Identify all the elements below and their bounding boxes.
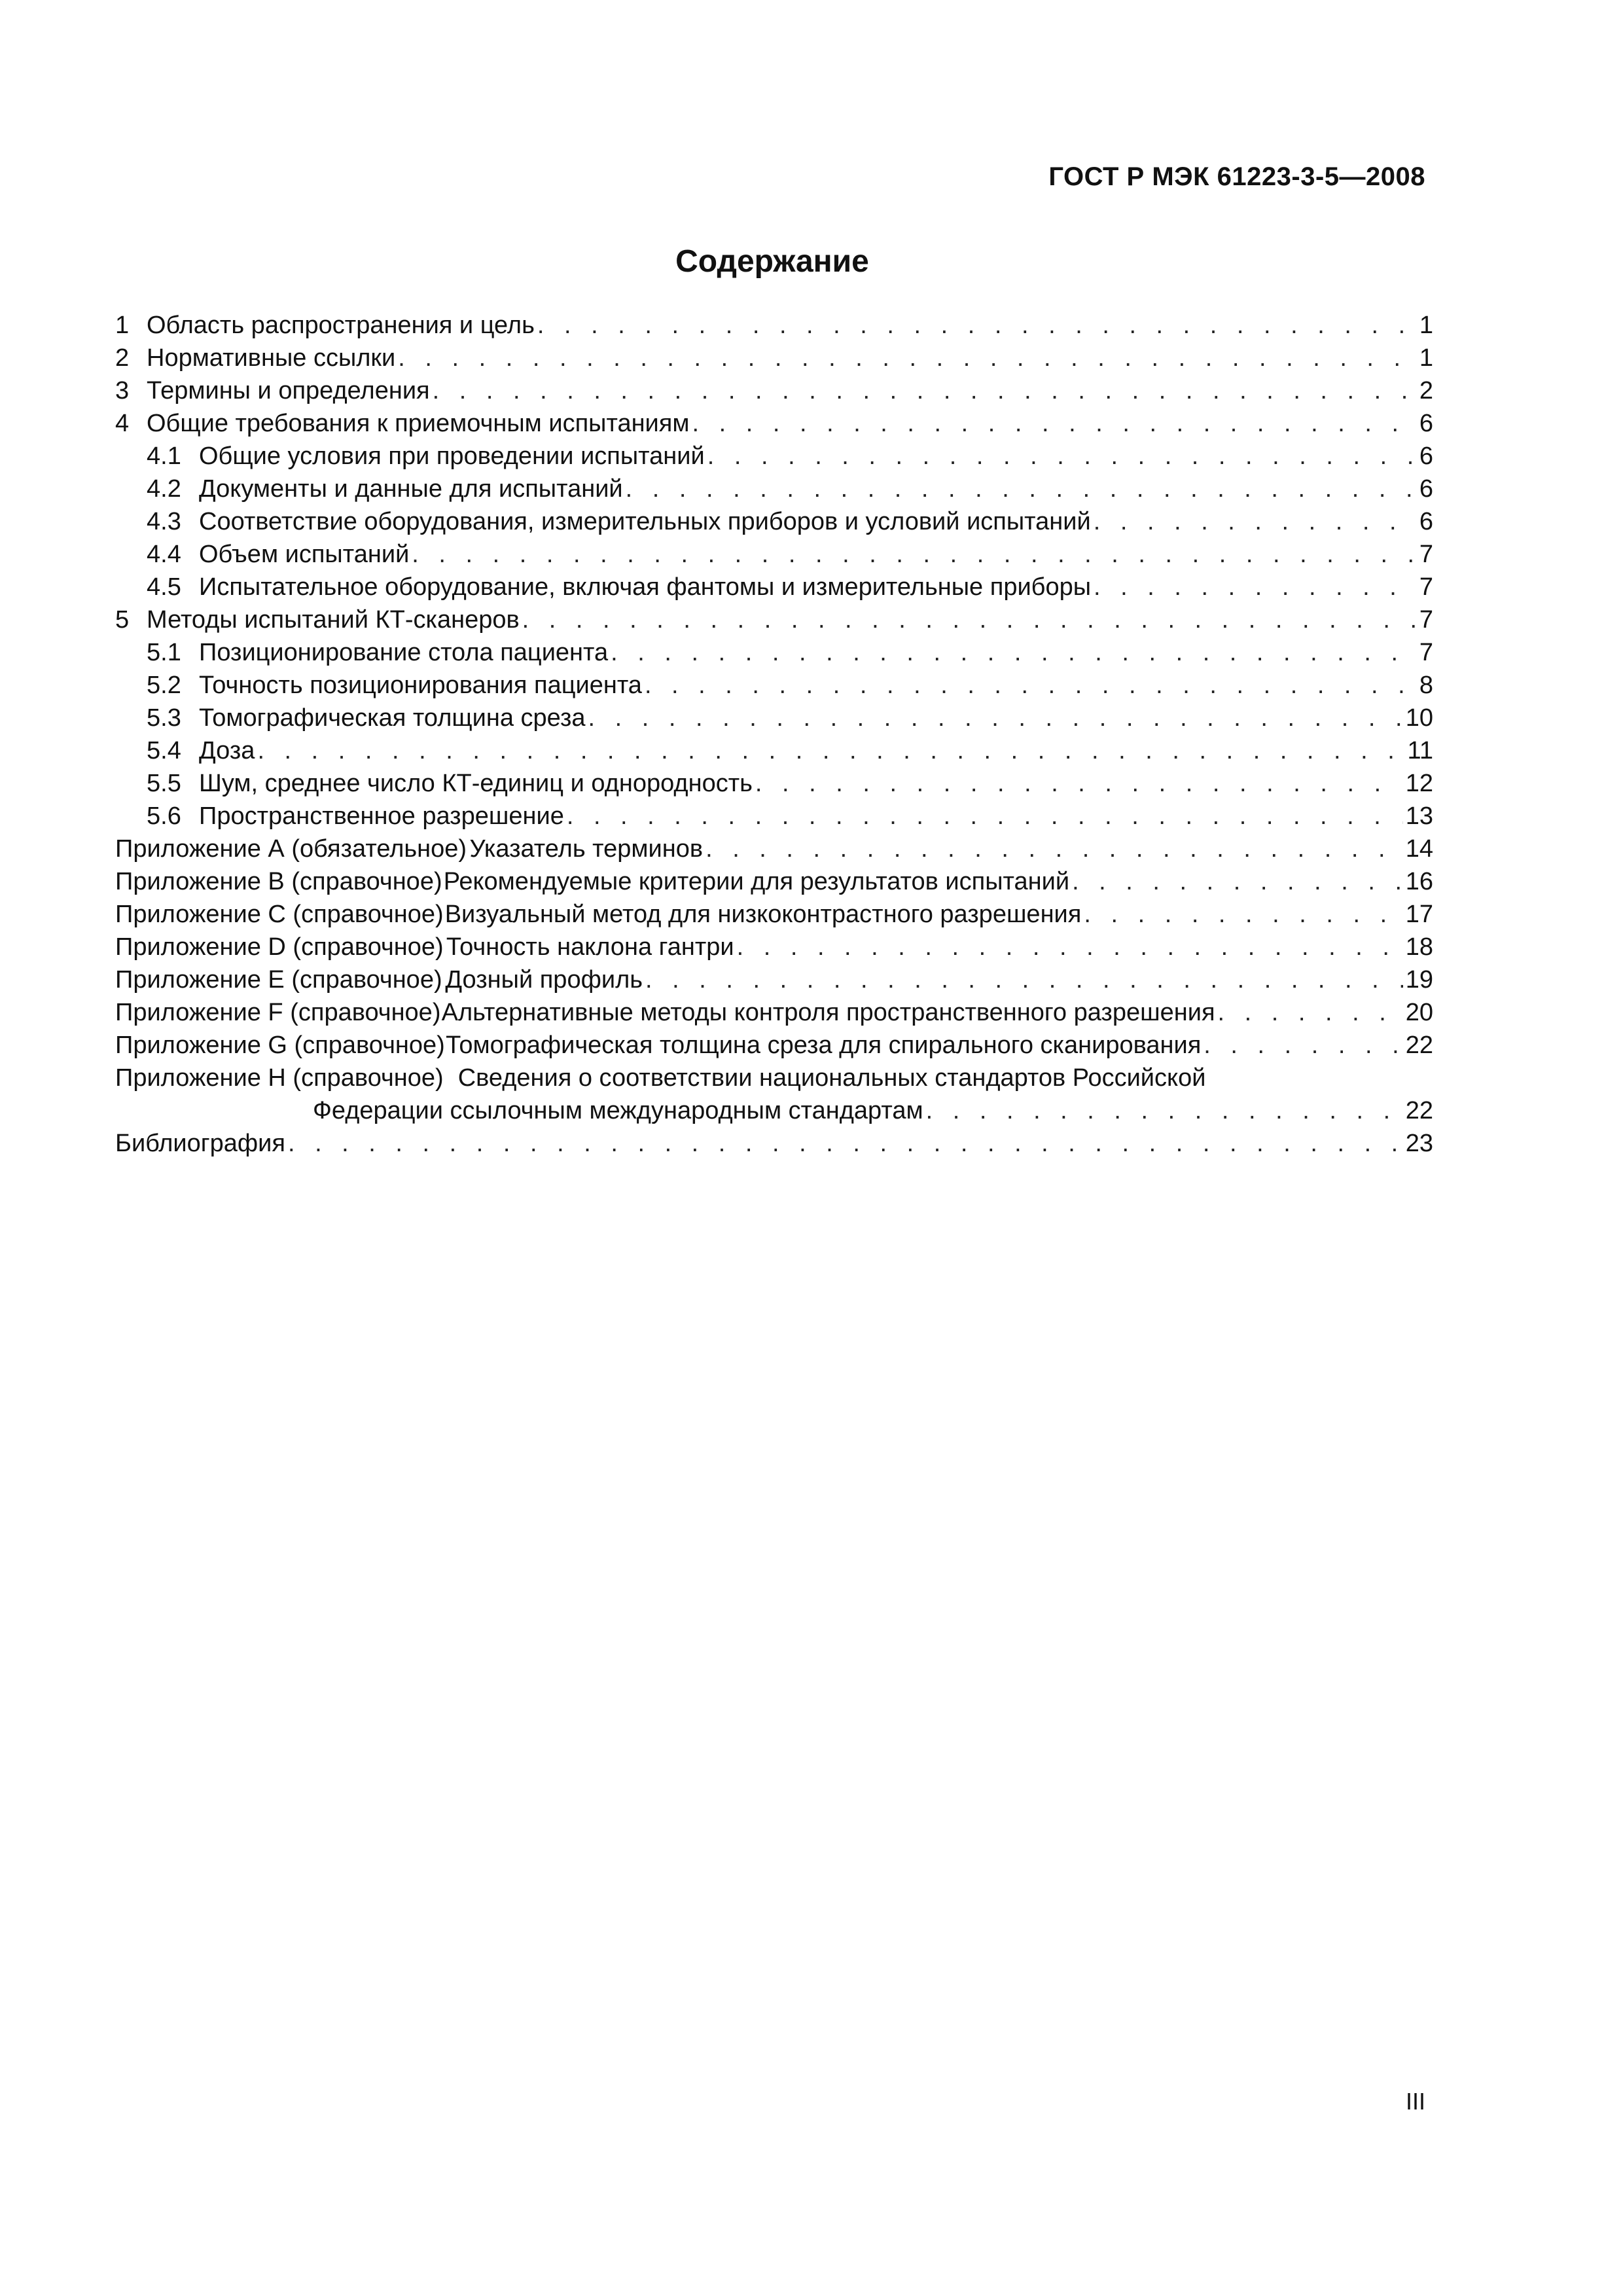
toc-subentry[interactable] bbox=[115, 767, 1433, 800]
toc-entry[interactable] bbox=[115, 374, 1433, 407]
standard-designation: ГОСТ Р МЭК 61223-3-5—2008 bbox=[1048, 162, 1425, 191]
toc-entry-page: 1 bbox=[1419, 312, 1433, 339]
toc-annex-entry[interactable] bbox=[115, 1029, 1433, 1062]
toc-entry-page: 7 bbox=[1419, 573, 1433, 601]
toc-entry-label: Документы и данные для испытаний bbox=[199, 475, 623, 503]
toc-entry-page: 22 bbox=[1405, 1031, 1433, 1059]
toc-subentry[interactable] bbox=[115, 473, 1433, 505]
toc-entry-label: Доза bbox=[199, 737, 255, 764]
toc-subentry[interactable] bbox=[115, 505, 1433, 538]
toc-entry-number: 5.1 bbox=[147, 639, 181, 666]
toc-leader-dots bbox=[645, 963, 1403, 996]
toc-annex-entry[interactable] bbox=[115, 1062, 1433, 1094]
toc-entry-number: 3 bbox=[115, 377, 130, 404]
toc-entry-page: 20 bbox=[1405, 999, 1433, 1026]
toc-entry-number: 4.2 bbox=[147, 475, 181, 503]
toc-annex-entry-continuation[interactable] bbox=[115, 1094, 1433, 1127]
toc-leader-dots bbox=[257, 734, 1404, 767]
toc-entry-number: 1 bbox=[115, 312, 130, 339]
toc-entry-number: 4 bbox=[115, 410, 130, 437]
toc-entry-number: 4.5 bbox=[147, 573, 181, 601]
toc-entry-page: 16 bbox=[1405, 868, 1433, 895]
toc-subentry[interactable] bbox=[115, 702, 1433, 734]
toc-annex-entry[interactable] bbox=[115, 963, 1433, 996]
toc-leader-dots bbox=[755, 767, 1403, 800]
toc-entry-label: Термины и определения bbox=[147, 377, 430, 404]
toc-leader-dots bbox=[1218, 996, 1403, 1029]
toc-leader-dots bbox=[737, 931, 1403, 963]
toc-entry-page: 23 bbox=[1405, 1130, 1433, 1157]
toc-entry-page: 7 bbox=[1419, 639, 1433, 666]
toc-entry-page: 12 bbox=[1405, 770, 1433, 797]
toc-entry-number: 4.1 bbox=[147, 442, 181, 470]
toc-entry[interactable] bbox=[115, 407, 1433, 440]
toc-entry-label: Томографическая толщина среза для спирального сканирования bbox=[446, 1031, 1202, 1059]
toc-leader-dots bbox=[1072, 865, 1403, 898]
toc-entry-label: Шум, среднее число КТ-единиц и однородность bbox=[199, 770, 753, 797]
toc-entry-number: 4.4 bbox=[147, 541, 181, 568]
toc-entry-page: 1 bbox=[1419, 344, 1433, 372]
toc-entry-number: 5.4 bbox=[147, 737, 181, 764]
toc-entry-label: Указатель терминов bbox=[469, 835, 704, 863]
toc-subentry[interactable] bbox=[115, 571, 1433, 603]
toc-entry-page: 6 bbox=[1419, 508, 1433, 535]
toc-entry-label: Библиография bbox=[115, 1130, 285, 1157]
toc-entry-page: 10 bbox=[1405, 704, 1433, 732]
toc-entry-label: Рекомендуемые критерии для результатов испытаний bbox=[443, 868, 1070, 895]
toc-entry-number: 5.3 bbox=[147, 704, 181, 732]
toc-entry-page: 18 bbox=[1405, 933, 1433, 961]
toc-subentry[interactable] bbox=[115, 636, 1433, 669]
toc-leader-dots bbox=[398, 342, 1417, 374]
toc-subentry[interactable] bbox=[115, 734, 1433, 767]
toc-entry-page: 13 bbox=[1405, 802, 1433, 830]
toc-subentry[interactable] bbox=[115, 440, 1433, 473]
toc-entry-label: Область распространения и цель bbox=[147, 312, 535, 339]
toc-subentry[interactable] bbox=[115, 669, 1433, 702]
toc-entry-label: Объем испытаний bbox=[199, 541, 410, 568]
toc-entry-number: 5.6 bbox=[147, 802, 181, 830]
toc-entry-page: 17 bbox=[1405, 901, 1433, 928]
toc-annex-designation: Приложение F (справочное) bbox=[115, 999, 441, 1026]
toc-leader-dots bbox=[1094, 505, 1417, 538]
toc-annex-entry[interactable] bbox=[115, 865, 1433, 898]
toc-annex-entry[interactable] bbox=[115, 833, 1433, 865]
toc-annex-entry[interactable] bbox=[115, 898, 1433, 931]
toc-annex-designation: Приложение В (справочное) bbox=[115, 868, 442, 895]
toc-leader-dots bbox=[705, 833, 1403, 865]
toc-entry-label: Нормативные ссылки bbox=[147, 344, 396, 372]
toc-entry-page: 11 bbox=[1407, 737, 1433, 764]
toc-entry-label: Соответствие оборудования, измерительных приборов и условий испытаний bbox=[199, 508, 1091, 535]
page-number: III bbox=[1405, 2088, 1425, 2115]
toc-entry-page: 8 bbox=[1419, 672, 1433, 699]
toc-entry-page: 7 bbox=[1419, 541, 1433, 568]
toc-leader-dots bbox=[626, 473, 1417, 505]
toc-entry-label: Альтернативные методы контроля пространственного разрешения bbox=[441, 999, 1215, 1026]
toc-entry-label: Пространственное разрешение bbox=[199, 802, 564, 830]
toc-entry-page: 2 bbox=[1419, 377, 1433, 404]
toc-entry-label: Визуальный метод для низкоконтрастного разрешения bbox=[444, 901, 1082, 928]
toc-leader-dots bbox=[588, 702, 1403, 734]
toc-entry-number: 4.3 bbox=[147, 508, 181, 535]
toc-entry-label: Дозный профиль bbox=[445, 966, 643, 994]
toc-entry[interactable] bbox=[115, 342, 1433, 374]
toc-leader-dots bbox=[707, 440, 1417, 473]
toc-entry-page: 22 bbox=[1405, 1097, 1433, 1124]
toc-leader-dots bbox=[1084, 898, 1402, 931]
toc-leader-dots bbox=[926, 1094, 1403, 1127]
toc-entry-page: 7 bbox=[1419, 606, 1433, 634]
toc-annex-designation: Приложение Е (справочное) bbox=[115, 966, 442, 994]
toc-leader-dots bbox=[433, 374, 1417, 407]
toc-leader-dots bbox=[1204, 1029, 1402, 1062]
toc-entry-number: 2 bbox=[115, 344, 130, 372]
toc-leader-dots bbox=[537, 309, 1417, 342]
toc-subentry[interactable] bbox=[115, 800, 1433, 833]
toc-entry-label: Точность наклона гантри bbox=[446, 933, 734, 961]
toc-entry-page: 14 bbox=[1405, 835, 1433, 863]
toc-entry-page: 19 bbox=[1405, 966, 1433, 994]
toc-entry[interactable] bbox=[115, 309, 1433, 342]
toc-annex-entry[interactable] bbox=[115, 931, 1433, 963]
toc-entry-label: Испытательное оборудование, включая фантомы и измерительные приборы bbox=[199, 573, 1092, 601]
toc-annex-designation: Приложение D (справочное) bbox=[115, 933, 444, 961]
toc-leader-dots bbox=[692, 407, 1417, 440]
toc-leader-dots bbox=[1094, 571, 1417, 603]
toc-entry-label: Общие требования к приемочным испытаниям bbox=[147, 410, 690, 437]
toc-leader-dots bbox=[611, 636, 1417, 669]
toc-entry[interactable] bbox=[115, 603, 1433, 636]
toc-leader-dots bbox=[645, 669, 1417, 702]
page-title: Содержание bbox=[675, 244, 869, 279]
toc-entry-page: 6 bbox=[1419, 475, 1433, 503]
toc-leader-dots bbox=[288, 1127, 1403, 1160]
toc-annex-designation: Приложение Н (справочное) bbox=[115, 1064, 444, 1092]
toc-leader-dots bbox=[412, 538, 1417, 571]
toc-entry-label: Точность позиционирования пациента bbox=[199, 672, 642, 699]
toc-entry-label: Методы испытаний КТ-сканеров bbox=[147, 606, 520, 634]
toc-entry-page: 6 bbox=[1419, 442, 1433, 470]
toc-annex-designation: Приложение G (справочное) bbox=[115, 1031, 445, 1059]
toc-entry-label-continuation: Федерации ссылочным международным стандартам bbox=[313, 1097, 923, 1124]
toc-entry-label: Сведения о соответствии национальных стандартов Российской bbox=[457, 1064, 1206, 1092]
toc-entry-number: 5.2 bbox=[147, 672, 181, 699]
toc-annex-entry[interactable] bbox=[115, 996, 1433, 1029]
toc-annex-designation: Приложение С (справочное) bbox=[115, 901, 444, 928]
toc-entry-label: Общие условия при проведении испытаний bbox=[199, 442, 705, 470]
toc-entry-number: 5.5 bbox=[147, 770, 181, 797]
toc-bibliography-entry[interactable] bbox=[115, 1127, 1433, 1160]
toc-annex-designation: Приложение А (обязательное) bbox=[115, 835, 467, 863]
toc-entry-number: 5 bbox=[115, 606, 130, 634]
toc-leader-dots bbox=[522, 603, 1417, 636]
toc-subentry[interactable] bbox=[115, 538, 1433, 571]
toc-entry-label: Томографическая толщина среза bbox=[199, 704, 586, 732]
table-of-contents bbox=[115, 309, 1433, 1160]
toc-entry-page: 6 bbox=[1419, 410, 1433, 437]
toc-leader-dots bbox=[567, 800, 1403, 833]
toc-entry-label: Позиционирование стола пациента bbox=[199, 639, 609, 666]
